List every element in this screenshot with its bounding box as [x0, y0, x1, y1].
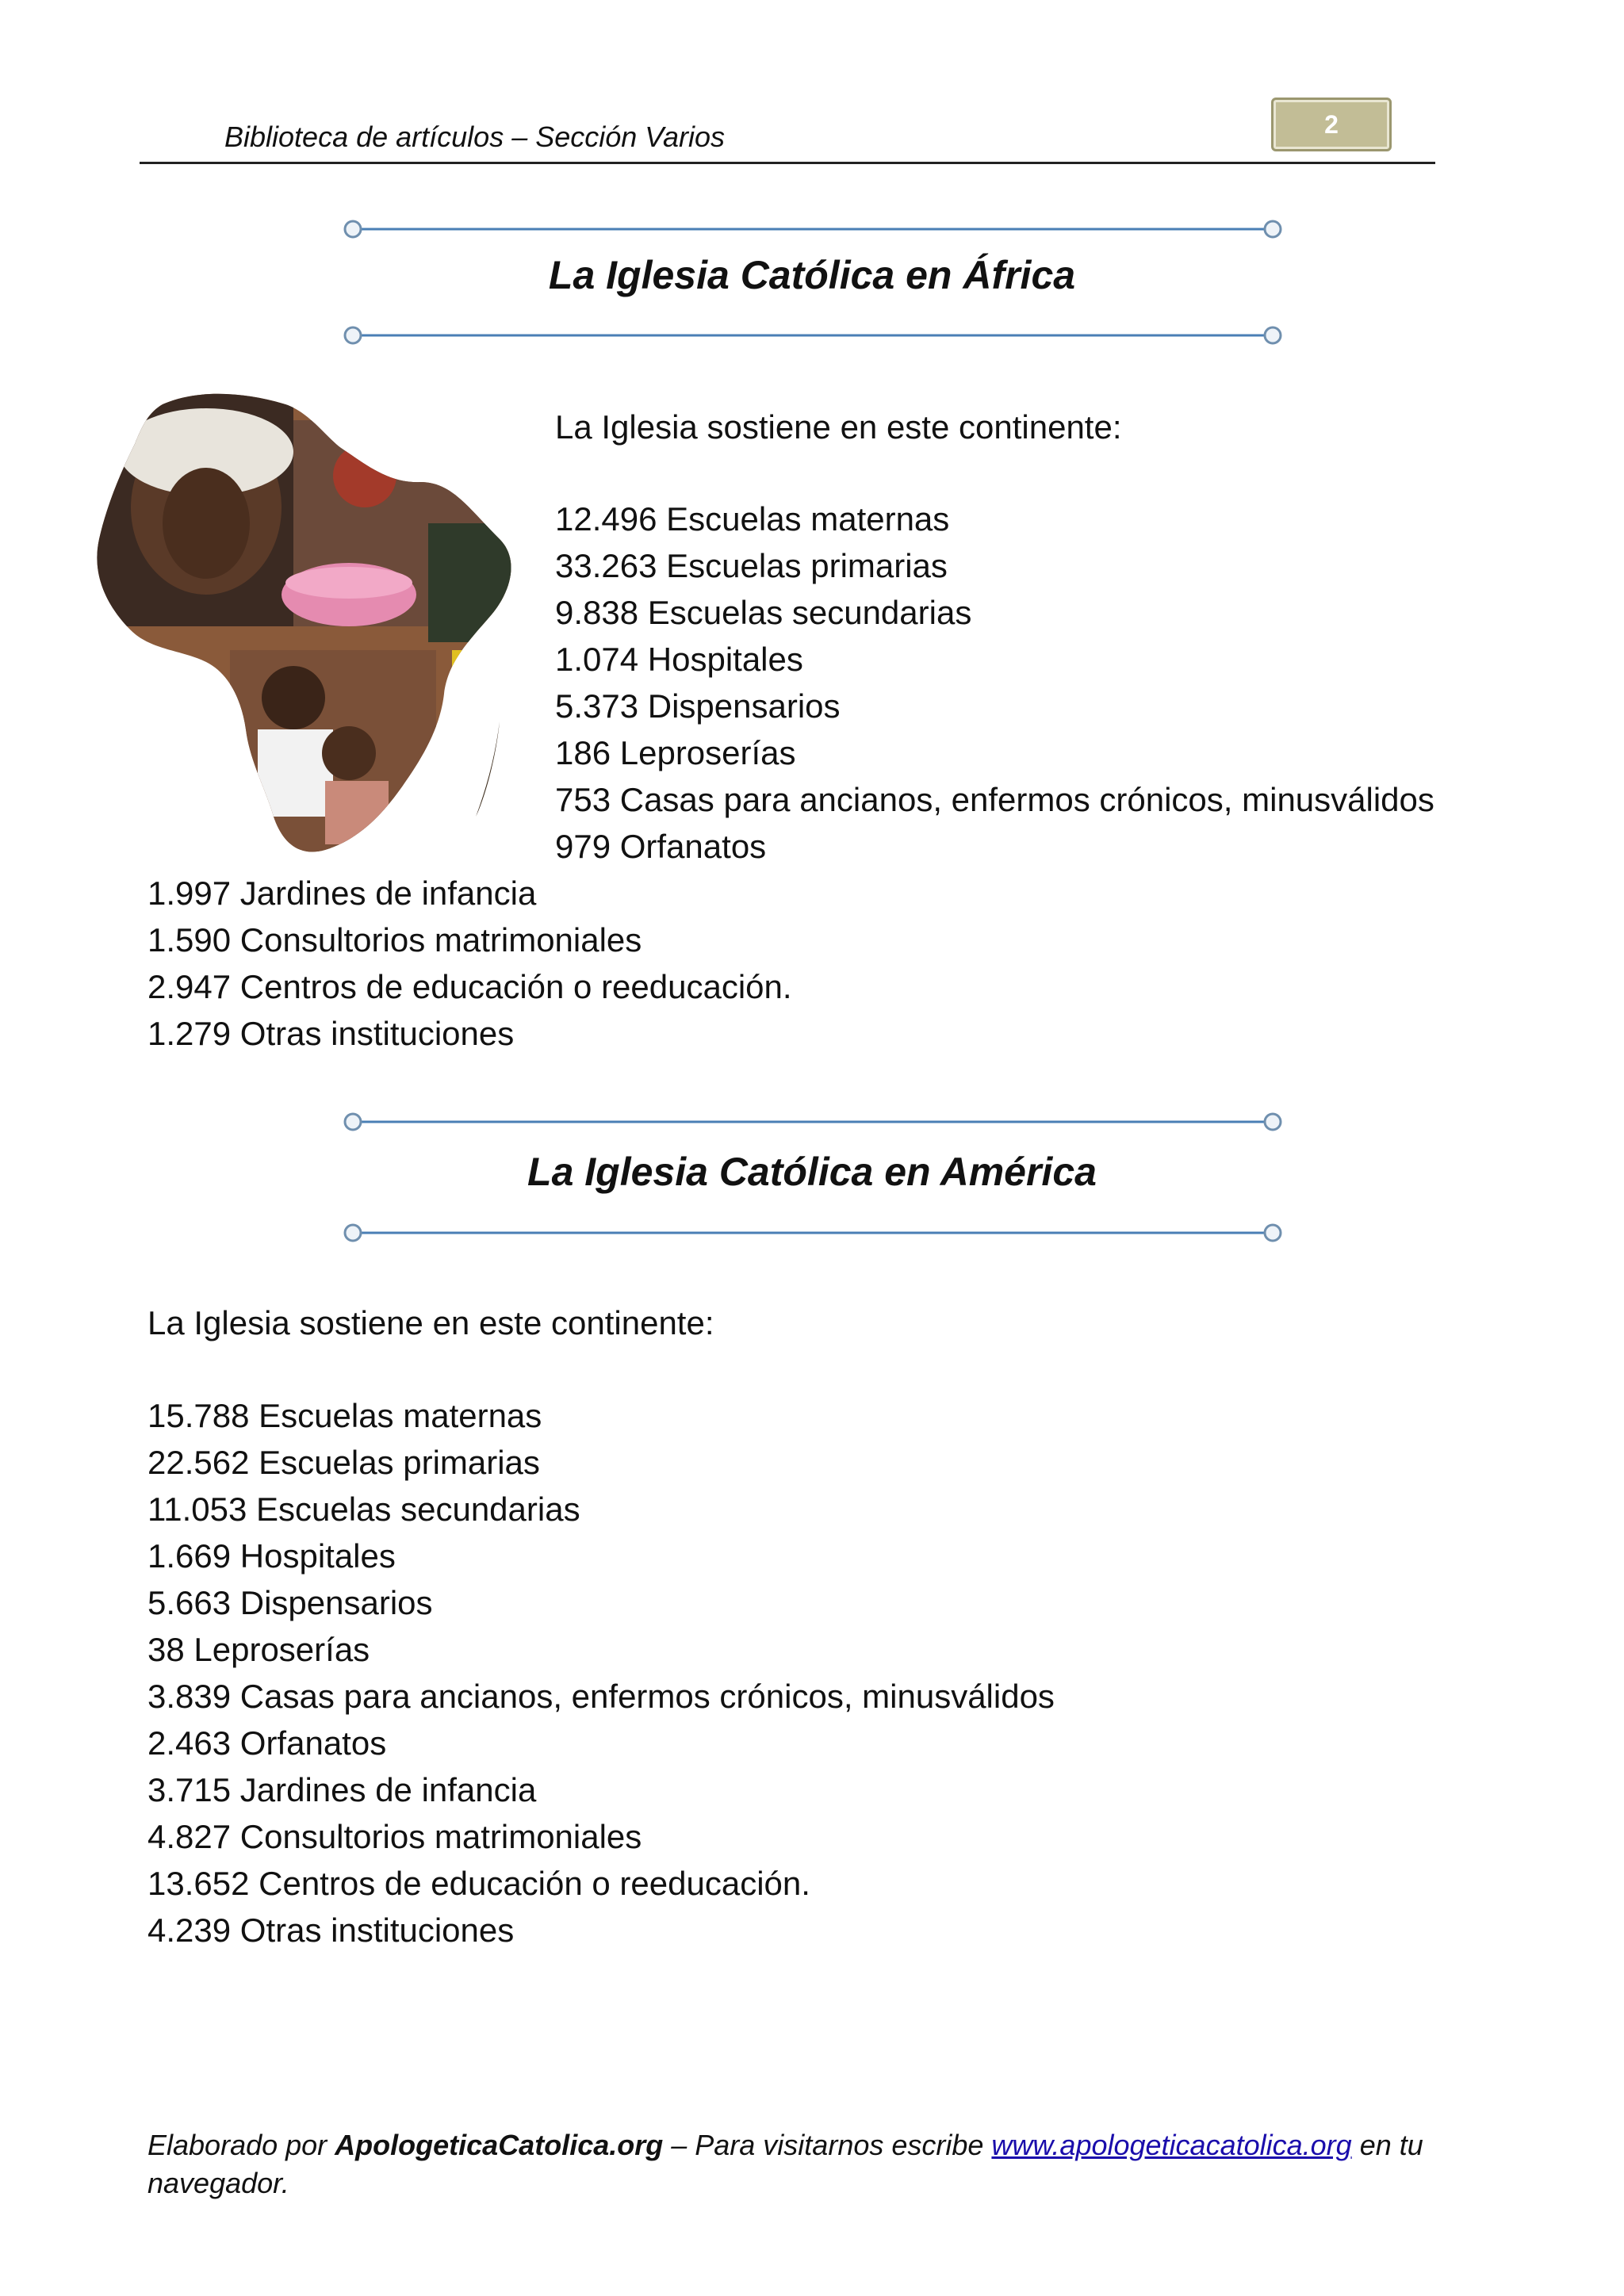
footer-suffix: en tu navegador.	[147, 2129, 1423, 2199]
africa-item-care-homes: 753 Casas para ancianos, enfermos crónicos, minusválidos	[555, 781, 1434, 818]
africa-item-dispensaries: 5.373 Dispensarios	[555, 687, 841, 725]
footer-org-name: ApologeticaCatolica.org	[335, 2129, 664, 2161]
america-item-orphanages: 2.463 Orfanatos	[147, 1724, 387, 1762]
africa-item-kindergartens: 1.997 Jardines de infancia	[147, 874, 537, 912]
page-number-badge: 2	[1271, 98, 1392, 151]
section-rule-top	[341, 1110, 1285, 1134]
america-item-kindergartens: 3.715 Jardines de infancia	[147, 1771, 537, 1808]
america-item-schools-maternal: 15.788 Escuelas maternas	[147, 1397, 542, 1434]
africa-item-hospitals: 1.074 Hospitales	[555, 641, 803, 678]
america-item-education-centers: 13.652 Centros de educación o reeducación.	[147, 1865, 810, 1902]
america-item-hospitals: 1.669 Hospitales	[147, 1537, 396, 1575]
america-intro: La Iglesia sostiene en este continente:	[147, 1304, 714, 1341]
africa-item-other: 1.279 Otras instituciones	[147, 1015, 515, 1052]
header-rule	[140, 162, 1435, 164]
america-item-dispensaries: 5.663 Dispensarios	[147, 1584, 433, 1621]
africa-item-schools-secondary: 9.838 Escuelas secundarias	[555, 594, 972, 631]
america-item-schools-secondary: 11.053 Escuelas secundarias	[147, 1490, 580, 1528]
africa-item-schools-primary: 33.263 Escuelas primarias	[555, 547, 948, 584]
africa-title: La Iglesia Católica en África	[548, 253, 1076, 297]
footer	[147, 2126, 1480, 2202]
africa-intro: La Iglesia sostiene en este continente:	[555, 408, 1122, 446]
africa-map-collage-image	[87, 388, 531, 856]
footer-website-link[interactable]: www.apologeticacatolica.org	[991, 2129, 1352, 2161]
america-item-leprosaria: 38 Leproserías	[147, 1631, 370, 1668]
section-rule-top	[341, 217, 1285, 241]
america-item-marriage-counseling: 4.827 Consultorios matrimoniales	[147, 1818, 642, 1855]
africa-item-leprosaria: 186 Leproserías	[555, 734, 796, 771]
africa-item-marriage-counseling: 1.590 Consultorios matrimoniales	[147, 921, 642, 959]
america-item-care-homes: 3.839 Casas para ancianos, enfermos crónicos, minusválidos	[147, 1678, 1055, 1715]
section-rule-bottom	[341, 323, 1285, 347]
america-title: La Iglesia Católica en América	[527, 1150, 1097, 1194]
america-item-schools-primary: 22.562 Escuelas primarias	[147, 1444, 540, 1481]
footer-prefix: Elaborado por	[147, 2129, 335, 2161]
header-title: Biblioteca de artículos – Sección Varios	[224, 121, 726, 153]
america-item-other: 4.239 Otras instituciones	[147, 1911, 515, 1949]
africa-item-schools-maternal: 12.496 Escuelas maternas	[555, 500, 950, 538]
footer-middle: – Para visitarnos escribe	[663, 2129, 992, 2161]
africa-item-education-centers: 2.947 Centros de educación o reeducación.	[147, 968, 792, 1005]
africa-item-orphanages: 979 Orfanatos	[555, 828, 767, 865]
section-rule-bottom	[341, 1221, 1285, 1245]
